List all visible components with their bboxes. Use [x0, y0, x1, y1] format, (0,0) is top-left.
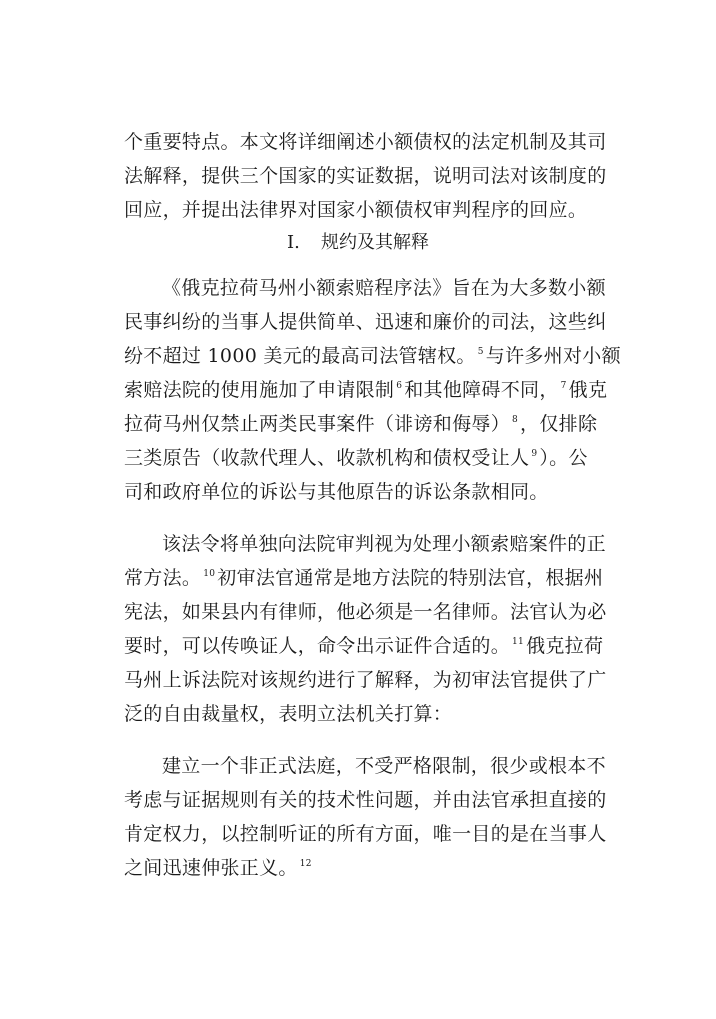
section-title: 规约及其解释: [321, 232, 429, 253]
statute-text: 与许多州对小额: [485, 345, 621, 367]
quote-line-4: [124, 855, 604, 881]
trial-line-5: 马州上诉法院对该规约进行了解释，为初审法官提供了广: [124, 669, 607, 691]
statute-text: 三类原告（收款代理人、收款机构和债权受让人: [124, 447, 530, 469]
statute-line-4: [124, 377, 608, 403]
footnote-ref-7[interactable]: 7: [560, 381, 567, 391]
trial-text: 要时，可以传唤证人，命令出示证件合适的。: [124, 635, 511, 657]
statute-text: ）。公: [539, 447, 588, 469]
footnote-ref-8[interactable]: 8: [512, 415, 519, 425]
footnote-ref-5[interactable]: 5: [477, 347, 484, 357]
trial-text: 常方法。: [124, 567, 202, 589]
statute-line-7: 司和政府单位的诉讼与其他原告的诉讼条款相同。: [124, 481, 549, 503]
statute-line-1: 《俄克拉荷马州小额索赔程序法》旨在为大多数小额: [162, 277, 606, 299]
statute-text: 拉荷马州仅禁止两类民事案件（诽谤和侮辱）: [124, 413, 511, 435]
footnote-ref-12[interactable]: 12: [299, 859, 312, 869]
intro-line-3: 回应，并提出法律界对国家小额债权审判程序的回应。: [124, 199, 588, 221]
trial-line-4: [124, 633, 604, 659]
trial-line-3: 宪法，如果县内有律师，他必须是一名律师。法官认为必: [124, 601, 607, 623]
trial-text: 俄克拉荷: [526, 635, 604, 657]
footnote-ref-6[interactable]: 6: [396, 381, 403, 391]
quote-line-1: 建立一个非正式法庭，不受严格限制，很少或根本不: [162, 755, 606, 777]
statute-line-6: [124, 445, 604, 471]
trial-line-2: [124, 565, 604, 591]
quote-text: 之间迅速伸张正义。: [124, 857, 298, 879]
statute-text: ，仅排除: [520, 413, 598, 435]
intro-line-2: 法解释，提供三个国家的实证数据，说明司法对该制度的: [124, 165, 607, 187]
footnote-ref-10[interactable]: 10: [203, 569, 216, 579]
statute-text: 索赔法院的使用施加了申请限制: [124, 379, 395, 401]
intro-line-1: 个重要特点。本文将详细阐述小额债权的法定机制及其司: [124, 131, 607, 153]
statute-line-5: [124, 411, 604, 437]
section-number: I.: [287, 232, 300, 253]
quote-line-2: 考虑与证据规则有关的技术性问题，并由法官承担直接的: [124, 789, 607, 811]
statute-line-2: 民事纠纷的当事人提供简单、迅速和廉价的司法，这些纠: [124, 311, 607, 333]
trial-text: 初审法官通常是地方法院的特别法官，根据州: [217, 567, 604, 589]
statute-text: 和其他障碍不同，: [404, 379, 559, 401]
trial-line-6: 泛的自由裁量权，表明立法机关打算：: [124, 703, 453, 725]
footnote-ref-11[interactable]: 11: [512, 637, 525, 647]
statute-line-3: [124, 343, 621, 369]
statute-text: 俄克: [568, 379, 608, 401]
footnote-ref-9[interactable]: 9: [531, 449, 538, 459]
section-heading: [287, 230, 487, 256]
quote-line-3: 肯定权力，以控制听证的所有方面，唯一目的是在当事人: [124, 823, 607, 845]
statute-text: 纷不超过 1000 美元的最高司法管辖权。: [124, 345, 476, 367]
trial-line-1: 该法令将单独向法院审判视为处理小额索赔案件的正: [162, 533, 606, 555]
